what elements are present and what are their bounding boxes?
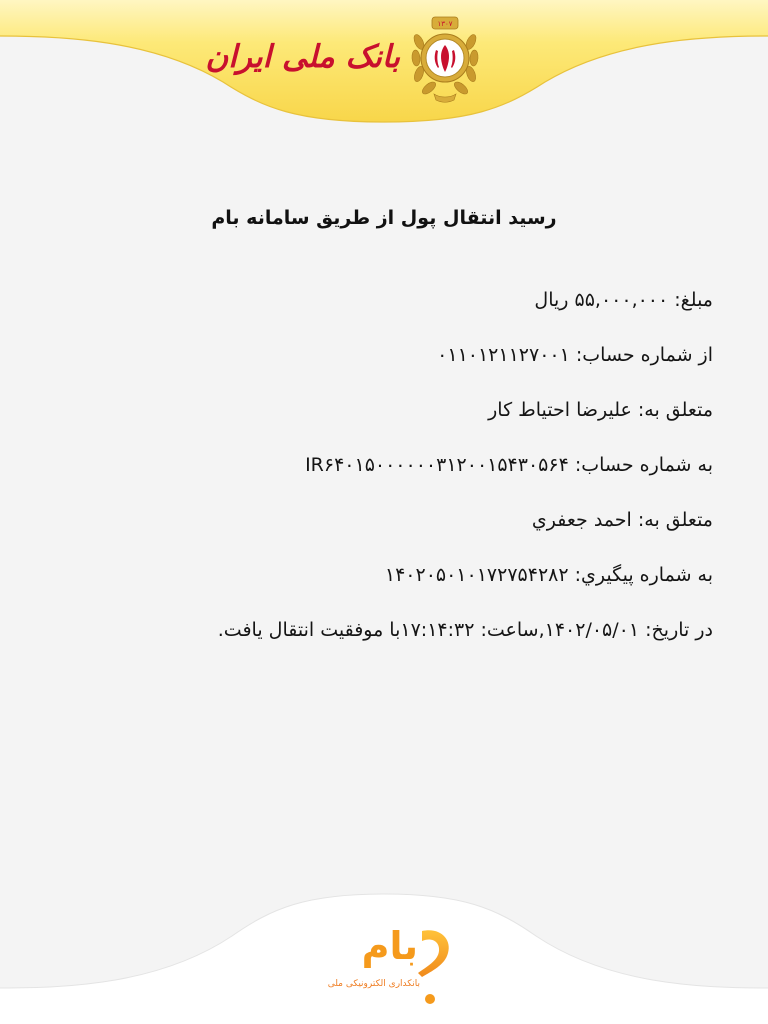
bam-logo-text: بام xyxy=(361,924,418,968)
receipt-title: رسید انتقال پول از طریق سامانه بام xyxy=(211,207,557,229)
amount-line: مبلغ: ۵۵,۰۰۰,۰۰۰ ريال xyxy=(534,289,713,311)
from-account-line: از شماره حساب: ۰۱۱۰۱۲۱۱۲۷۰۰۱ xyxy=(437,344,713,366)
to-account-line: به شماره حساب: IR۶۴۰۱۵۰۰۰۰۰۰۳۱۲۰۰۱۵۴۳۰۵۶۴ xyxy=(305,454,713,476)
bank-melli-emblem-icon xyxy=(410,12,480,108)
bam-logo xyxy=(318,925,458,1009)
emblem-year: ۱۳۰۷ xyxy=(437,20,453,28)
transfer-status-line: در تاريخ: ۱۴۰۲/۰۵/۰۱,ساعت: ۱۷:۱۴:۳۲با موفقيت انتقال يافت. xyxy=(217,619,713,641)
bank-logo xyxy=(205,12,482,108)
to-owner-line: متعلق به: احمد جعفري xyxy=(531,509,713,531)
from-owner-line: متعلق به: عليرضا احتياط كار xyxy=(488,399,713,421)
bank-name: بانک ملی ایران xyxy=(205,39,400,75)
tracking-number-line: به شماره پيگيري: ۱۴۰۲۰۵۰۱۰۱۷۲۷۵۴۲۸۲ xyxy=(384,564,713,586)
bam-subtitle: بانکداری الکترونیکی ملی xyxy=(327,979,420,989)
